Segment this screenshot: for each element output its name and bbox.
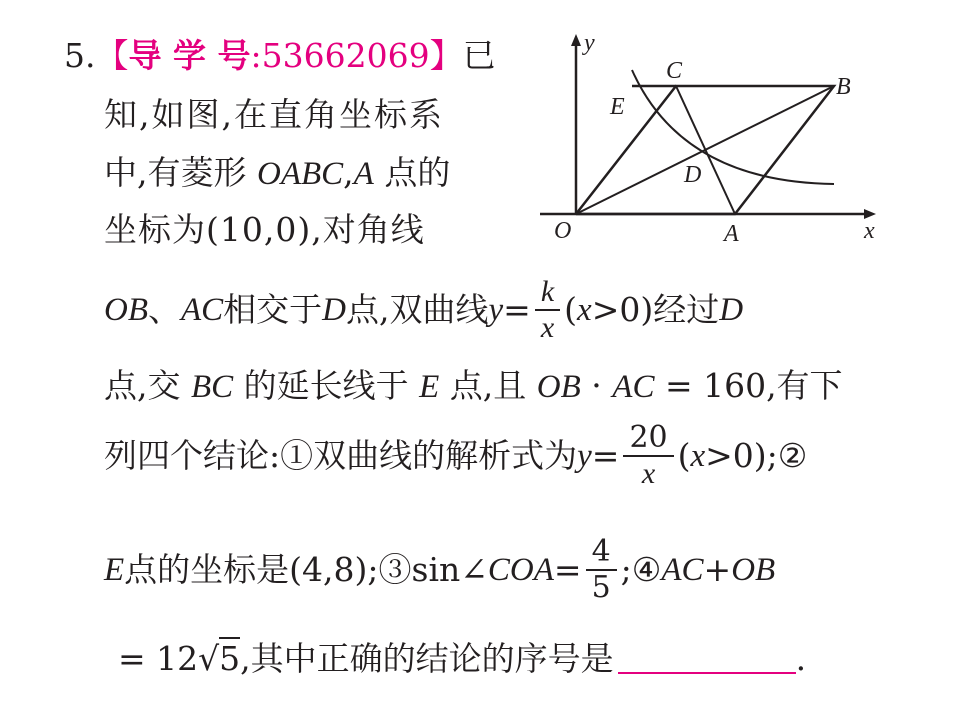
line-7-text-a: 列四个结论:①双曲线的解析式为	[104, 436, 578, 475]
y-axis-arrow-icon	[571, 34, 581, 46]
problem-number: 5.	[64, 36, 96, 75]
label-c: C	[666, 58, 683, 84]
line-7	[104, 420, 808, 490]
diag-ob: OB	[104, 292, 148, 328]
fraction-numerator-3: 4	[591, 534, 611, 569]
line-8-text-e: ;④	[620, 550, 662, 589]
label-a: A	[724, 221, 739, 247]
line-9-text-b: ,其中正确的结论的序号是	[240, 639, 614, 678]
point-e-ref: E	[419, 369, 440, 405]
product-ac: AC	[612, 369, 655, 405]
x-axis-label: x	[864, 218, 875, 244]
plus-sign: +	[703, 550, 732, 589]
dot-operator: ·	[580, 366, 613, 405]
line-5-text-d: 相交于	[223, 290, 323, 329]
equals-sign-3: =	[553, 550, 582, 589]
line-9-text-a: = 12	[118, 639, 199, 678]
point-d-ref: D	[322, 292, 347, 328]
line-2-text: 知,如图,在直角坐标系	[104, 95, 444, 134]
answer-blank[interactable]	[618, 642, 796, 674]
line-9	[118, 639, 806, 679]
line-6-text-e: 点,且	[439, 366, 537, 405]
point-d-ref-2: D	[719, 292, 744, 328]
domain-x: x	[577, 292, 592, 328]
reference-close-bracket: 】	[429, 36, 463, 75]
line-6-text-c: 的延长线于	[233, 366, 420, 405]
diagonal-ac	[676, 86, 735, 214]
point-a-ref: A	[353, 156, 374, 192]
side-bc: BC	[190, 369, 234, 405]
line-7-text-g: >0);②	[705, 436, 808, 475]
hyperbola-y: y	[488, 292, 504, 328]
line-3-text-c: 点的	[373, 153, 451, 192]
paren-open: (	[564, 290, 578, 329]
radicand: 5	[219, 639, 241, 678]
line-5	[104, 275, 744, 344]
sum-ac: AC	[661, 552, 704, 588]
fraction-numerator-2: 20	[629, 420, 668, 455]
rhombus-figure	[532, 28, 892, 250]
radical-sign: √	[198, 639, 220, 678]
line-1	[64, 36, 496, 76]
line-1-tail: 已	[462, 36, 496, 75]
reference-open-bracket: 【	[95, 36, 129, 75]
hyperbola-y-2: y	[577, 438, 592, 474]
line-9-period: .	[795, 639, 807, 678]
reference-colon: :	[250, 36, 262, 75]
fraction-4-over-5	[586, 535, 617, 605]
line-6	[104, 366, 843, 407]
diag-ac: AC	[181, 292, 224, 328]
y-axis-label: y	[584, 30, 595, 56]
equals-sign-2: =	[591, 436, 620, 475]
line-5-text-f: 点,双曲线	[346, 290, 489, 329]
line-2	[104, 95, 444, 135]
reference-label: 导 学 号	[128, 36, 251, 75]
rhombus-name: OABC	[256, 156, 344, 192]
label-e: E	[610, 94, 625, 120]
fraction-20-over-x	[623, 421, 673, 491]
fraction-numerator: k	[540, 275, 555, 308]
line-4-text: 坐标为(10,0),对角线	[104, 210, 425, 249]
sum-ob: OB	[731, 552, 776, 588]
domain-x-2: x	[690, 438, 706, 474]
line-3-comma: ,	[343, 153, 354, 192]
line-5-text-g: >0)经过	[591, 290, 720, 329]
line-6-text-a: 点,交	[104, 366, 191, 405]
label-b: B	[836, 74, 851, 100]
equals-sign: =	[503, 290, 531, 329]
label-o: O	[554, 218, 572, 244]
fraction-k-over-x	[535, 275, 560, 345]
line-6-text-i: = 160,有下	[654, 366, 843, 405]
fraction-denominator: x	[540, 311, 555, 344]
angle-coa: COA	[487, 552, 554, 588]
reference-id: 53662069	[261, 36, 430, 75]
fraction-denominator-3: 5	[591, 570, 611, 605]
label-d: D	[684, 162, 702, 188]
fraction-denominator-2: x	[641, 457, 656, 490]
product-ob: OB	[536, 369, 581, 405]
line-3	[104, 153, 450, 194]
line-5-sep: 、	[148, 290, 181, 329]
line-8	[104, 534, 776, 605]
paren-open-2: (	[677, 436, 691, 475]
line-8-text-b: 点的坐标是(4,8);③sin∠	[124, 550, 488, 589]
line-3-text-a: 中,有菱形	[104, 153, 257, 192]
point-e-ref-2: E	[104, 552, 125, 588]
line-4	[104, 210, 425, 250]
